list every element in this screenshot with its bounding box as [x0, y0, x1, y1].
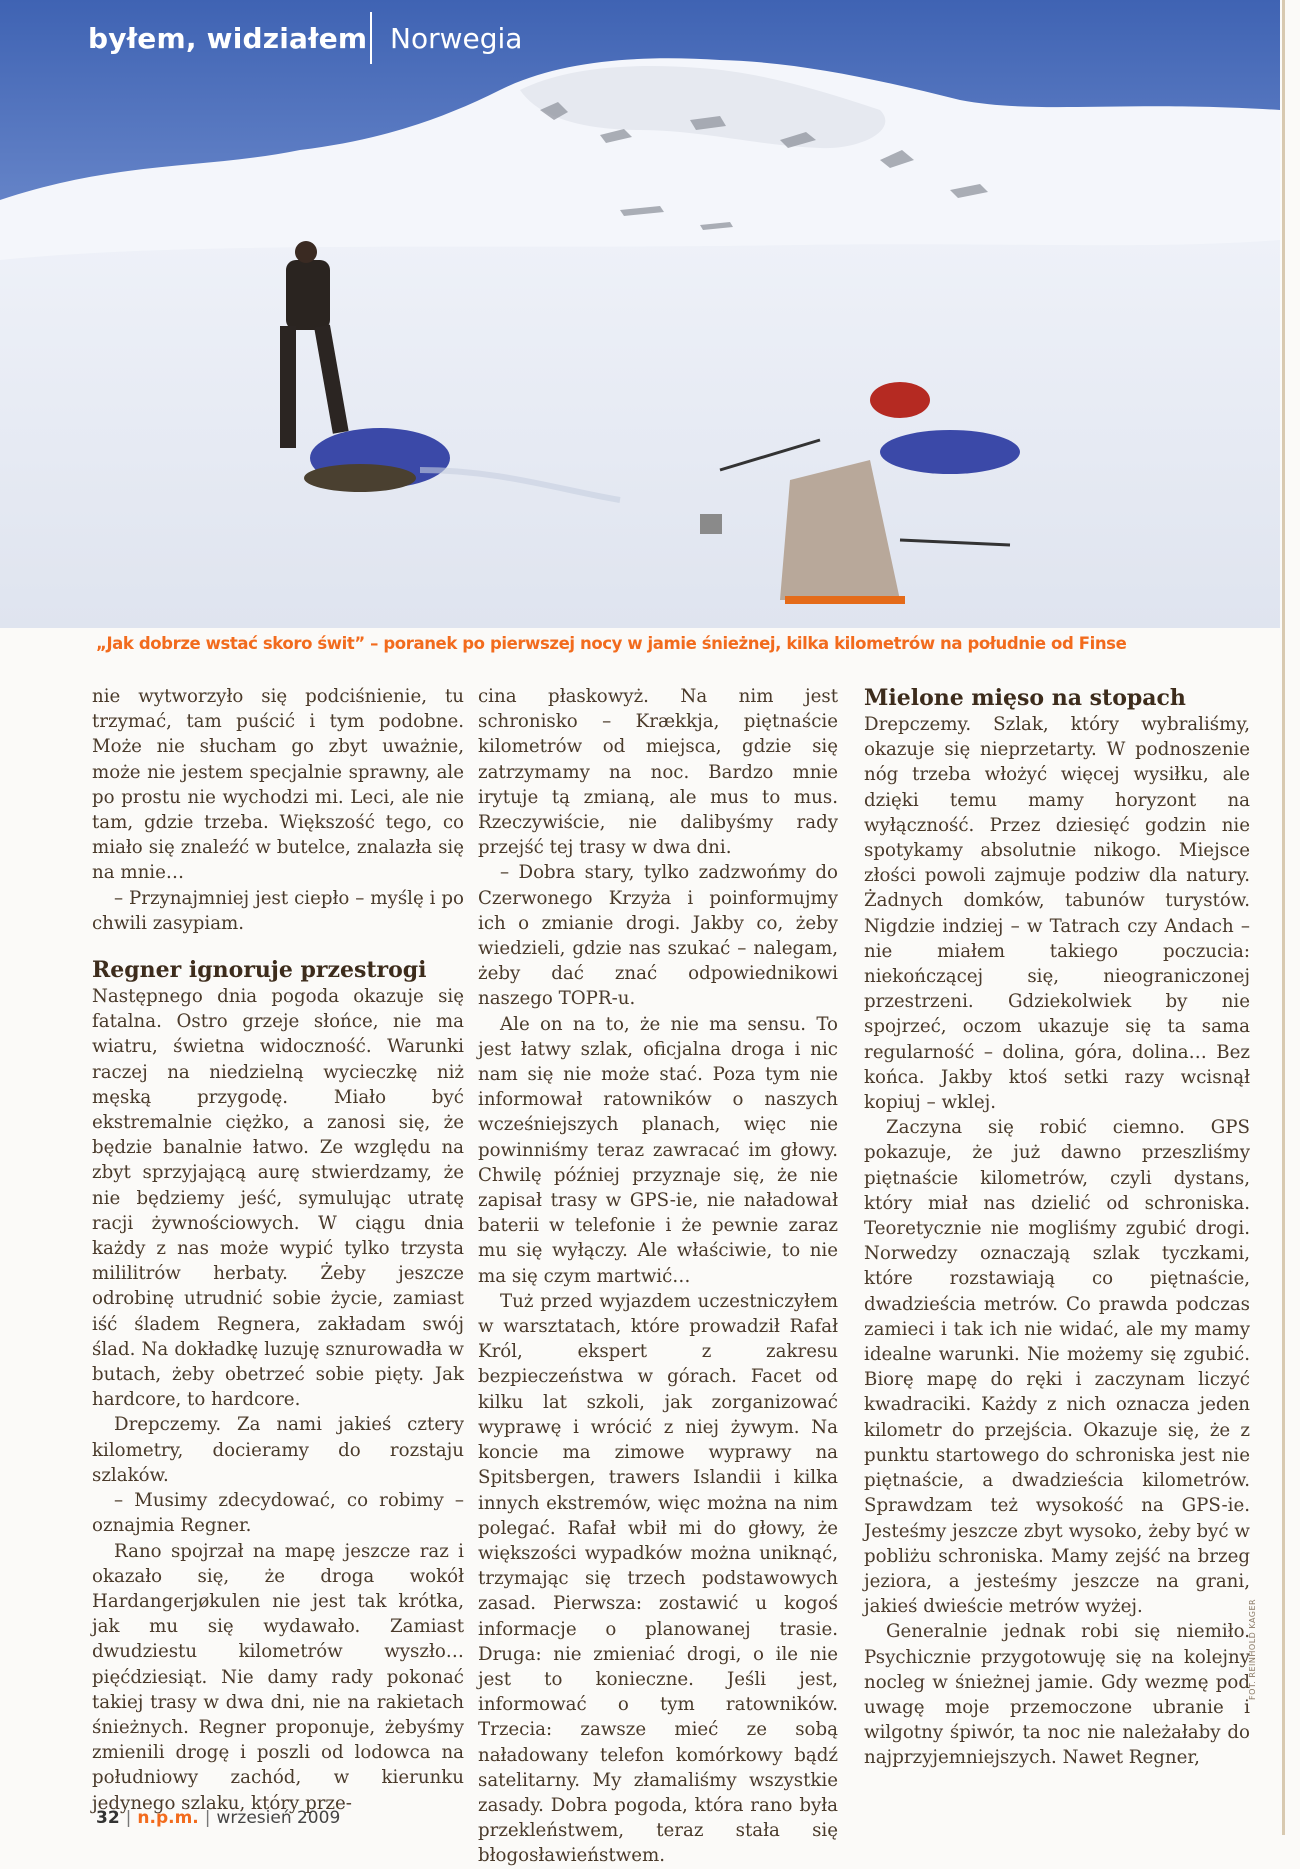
subheading: Mielone mięso na stopach: [864, 685, 1186, 711]
magazine-name: n.p.m.: [137, 1808, 199, 1828]
page-footer: [96, 1808, 340, 1828]
paragraph: Drepczemy. Szlak, który wybraliśmy, okazuje się nieprzetarty. W podnoszenie nóg trzeba włożyć więcej wysiłku, ale dzięki temu mamy horyzont na wyłączność. Przez dziesięć godzin nie spotykamy absolutnie nikogo. Miejsce złości powoli zajmuje podziw dla natury. Żadnych domków, tabunów turystów. Nigdzie indziej – w Tatrach czy Andach – nie miałem takiego poczucia: niekończącej się, nieograniczonej przestrzeni. Gdziekolwiek by nie spojrzeć, oczom ukazuje się ta sama regularność – dolina, góra, dolina… Bez końca. Jakby ktoś setki razy wcisnął kopiuj – wklej.: [864, 714, 1250, 1114]
hero-photo: [0, 0, 1280, 628]
page-edge: [1282, 0, 1285, 1835]
issue-date: wrzesień 2009: [216, 1808, 341, 1828]
paragraph: Rano spojrzał na mapę jeszcze raz i okazało się, że droga wokół Hardangerjøkulen nie jest tak krótka, jak mu się wydawało. Zamiast dwudziestu kilometrów wyszło… pięćdziesiąt. Nie damy rady pokonać takiej trasy w dwa dni, nie na rakietach śnieżnych. Regner proponuje, żebyśmy zmienili drogę i poszli od lodowca na południowy zachód, w kierunku jedynego szlaku, który prze-: [92, 1540, 464, 1814]
paragraph: Tuż przed wyjazdem uczestniczyłem w warsztatach, które prowadził Rafał Król, ekspert z zakresu bezpieczeństwa w górach. Facet od kilku lat szkoli, jak zorganizować wyprawę i wrócić z niej żywym. Na koncie ma zimowe wyprawy na Spitsbergen, trawers Islandii i kilka innych ekstremów, więc można na nim polegać. Rafał wbił mi do głowy, że większości wypadków można uniknąć, trzymając się trzech podstawowych zasad. Pierwsza: zostawić u kogoś informacje o planowanej trasie. Druga: nie zmieniać drogi, o ile nie jest to konieczne. Jeśli jest, informować o tym ratowników. Trzecia: zawsze mieć ze sobą naładowany telefon komórkowy bądź satelitarny. My złamaliśmy wszystkie zasady. Dobra pogoda, która rano była przekleństwem, teraz stała się błogosławieństwem.: [478, 1290, 838, 1867]
section-title: byłem, widziałem: [88, 22, 368, 55]
section-subtitle: Norwegia: [390, 22, 523, 55]
paragraph: – Dobra stary, tylko zadzwońmy do Czerwonego Krzyża i poinformujmy ich o zmianie drogi. Jakby co, żeby wiedzieli, gdzie nas szukać – nalegam, żeby dać znać odpowiednikowi naszego TOPR-u.: [478, 862, 838, 1010]
paragraph: Generalnie jednak robi się niemiło. Psychicznie przygotowuję się na kolejny nocleg w śnieżnej jamie. Gdy wezmę pod uwagę moje przemoczone ubranie i wilgotny śpiwór, ta noc nie należałaby do najprzyjemniejszych. Nawet Regner,: [864, 1621, 1250, 1769]
paragraph: Drepczemy. Za nami jakieś cztery kilometry, docieramy do rozstaju szlaków.: [92, 1414, 464, 1486]
article-column-2: [478, 684, 838, 1869]
header-divider: [370, 12, 372, 64]
footer-separator: |: [125, 1808, 132, 1828]
photo-credit: FOT. REINHOLD KAGER: [1248, 1598, 1257, 1700]
paragraph: – Przynajmniej jest ciepło – myślę i po chwili zasypiam.: [92, 887, 464, 934]
paragraph: nie wytworzyło się podciśnienie, tu trzymać, tam puścić i tym podobne. Może nie słucham go zbyt uważnie, może nie jestem specjalnie sprawny, ale po prostu nie wychodzi mi. Leci, ale nie tam, gdzie trzeba. Większość tego, co miało się znaleźć w butelce, znalazła się na mnie…: [92, 686, 464, 884]
snowfield: [0, 240, 1280, 628]
paragraph: Zaczyna się robić ciemno. GPS pokazuje, że już dawno przeszliśmy piętnaście kilometrów, czyli dystans, który miał nas dzielić od schroniska. Teoretycznie nie mogliśmy zgubić drogi. Norwedzy oznaczają szlak tyczkami, które rozstawiają co piętnaście, dwadzieścia metrów. Co prawda podczas zamieci i tak ich nie widać, ale my mamy idealne warunki. Nie możemy się zgubić. Biorę mapę do ręki i zaczynam liczyć kwadraciki. Każdy z nich oznacza jeden kilometr do przejścia. Okazuje się, że z punktu startowego do schroniska jest nie piętnaście, a dwadzieścia kilometrów. Sprawdzam też wysokość na GPS-ie. Jesteśmy jeszcze zbyt wysoko, żeby być w pobliżu schroniska. Mamy zejść na brzeg jeziora, a jesteśmy jeszcze na grani, jakieś dwieście metrów wyżej.: [864, 1117, 1250, 1618]
subheading: Regner ignoruje przestrogi: [92, 957, 427, 984]
article-column-1: [92, 684, 464, 1816]
page-number: 32: [96, 1808, 120, 1828]
photo-caption: „Jak dobrze wstać skoro świt” – poranek po pierwszej nocy w jamie śnieżnej, kilka kilometrów na południe od Finse: [96, 634, 1127, 653]
snow-landscape-illustration: [0, 0, 1280, 628]
paragraph: Następnego dnia pogoda okazuje się fatalna. Ostro grzeje słońce, nie ma wiatru, świetna widoczność. Warunki raczej na niedzielną wycieczkę niż męską przygodę. Miało być ekstremalnie ciężko, a zanosi się, że będzie banalnie łatwo. Ze względu na zbyt sprzyjającą aurę stwierdzamy, że nie będziemy jeść, symulując utratę racji żywnościowych. W ciągu dnia każdy z nas może wypić tylko trzysta mililitrów herbaty. Żeby jeszcze odrobinę utrudnić sobie życie, zamiast iść śladem Regnera, zakładam swój ślad. Na dokładkę luzuję sznurowadła w butach, żeby obetrzeć sobie pięty. Jak hardcore, to hardcore.: [92, 986, 464, 1411]
footer-separator: |: [204, 1808, 211, 1828]
paragraph: cina płaskowyż. Na nim jest schronisko – Krækkja, piętnaście kilometrów od miejsca, gdzie się zatrzymamy na noc. Bardzo mnie irytuje tą zmianą, ale mus to mus. Rzeczywiście, nie dalibyśmy rady przejść tej trasy w dwa dni.: [478, 686, 838, 859]
paragraph: Ale on na to, że nie ma sensu. To jest łatwy szlak, oficjalna droga i nic nam się nie może stać. Poza tym nie informował ratowników o naszych wcześniejszych planach, więc nie powinniśmy teraz zawracać im głowy. Chwilę później przyznaje się, że nie zapisał trasy w GPS-ie, nie naładował baterii w telefonie i że pewnie zaraz mu się wyłączy. Ale właściwie, to nie ma się czym martwić…: [478, 1013, 838, 1287]
paragraph: – Musimy zdecydować, co robimy – oznajmia Regner.: [92, 1490, 464, 1537]
article-column-3: [864, 684, 1250, 1771]
